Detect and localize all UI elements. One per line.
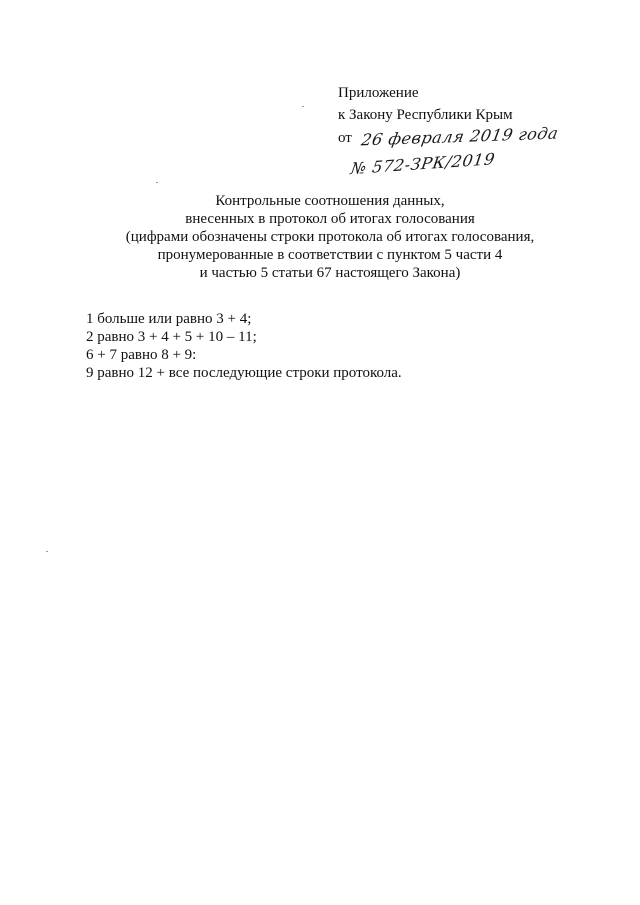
scan-speck bbox=[302, 106, 304, 107]
scan-speck bbox=[156, 182, 158, 183]
law-reference: к Закону Республики Крым bbox=[338, 107, 513, 123]
title-line: внесенных в протокол об итогах голосования bbox=[185, 211, 475, 227]
scan-speck bbox=[46, 551, 48, 552]
relation-item: 1 больше или равно 3 + 4; bbox=[86, 311, 252, 327]
relation-item: 9 равно 12 + все последующие строки протокола. bbox=[86, 365, 402, 381]
relation-item: 2 равно 3 + 4 + 5 + 10 – 11; bbox=[86, 329, 257, 345]
title-line: и частью 5 статьи 67 настоящего Закона) bbox=[199, 265, 461, 281]
handwritten-date: 26 февраля 2019 года bbox=[359, 123, 560, 150]
title-line: пронумерованные в соответствии с пунктом 5 части 4 bbox=[157, 247, 503, 263]
control-relations-list bbox=[86, 310, 402, 382]
date-prefix: от bbox=[338, 130, 352, 146]
document-title bbox=[60, 192, 600, 282]
title-line: Контрольные соотношения данных, bbox=[215, 193, 445, 209]
handwritten-law-number: № 572-ЗРК/2019 bbox=[349, 149, 497, 179]
title-line: (цифрами обозначены строки протокола об итогах голосования, bbox=[125, 229, 535, 245]
relation-item: 6 + 7 равно 8 + 9: bbox=[86, 347, 197, 363]
appendix-label: Приложение bbox=[338, 85, 419, 101]
appendix-header bbox=[338, 82, 560, 179]
